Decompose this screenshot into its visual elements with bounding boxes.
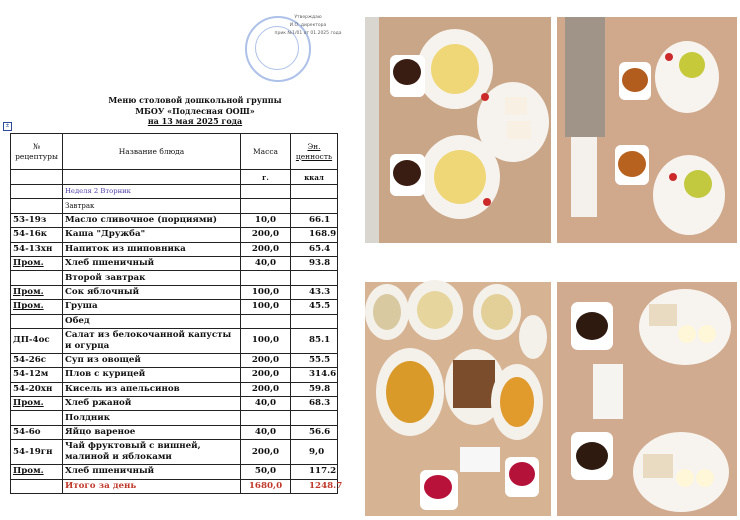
dish-mass	[241, 199, 291, 213]
dish-mass: 10,0	[241, 213, 291, 227]
dish-mass: 100,0	[241, 285, 291, 299]
heading-line-2: МБОУ «Подлесная ООШ»	[135, 105, 255, 116]
recipe-code: ДП-4ос	[11, 328, 63, 353]
dish-kcal: 68.3	[291, 397, 338, 411]
dish-name: Неделя 2 Вторник	[63, 185, 241, 199]
dish-mass: 200,0	[241, 382, 291, 396]
dish-name: Салат из белокочанной капусты и огурца	[63, 328, 241, 353]
recipe-code: Пром.	[11, 256, 63, 270]
dish-kcal: 117.2	[291, 465, 338, 479]
dish-mass: 100,0	[241, 328, 291, 353]
dish-kcal: 1248.7	[291, 479, 338, 493]
table-row	[11, 213, 338, 227]
recipe-code: 53-19з	[11, 213, 63, 227]
recipe-code: 54-20хн	[11, 382, 63, 396]
dish-name: Итого за день	[63, 479, 241, 493]
table-row	[11, 314, 338, 328]
table-row	[11, 328, 338, 353]
dish-name: Второй завтрак	[63, 271, 241, 285]
table-row	[11, 425, 338, 439]
recipe-code: 54-16к	[11, 228, 63, 242]
col-header-kcal: Эн. ценность	[291, 134, 338, 170]
table-row	[11, 228, 338, 242]
recipe-code	[11, 199, 63, 213]
units-row	[11, 170, 338, 185]
approval-line: И.О. директора	[289, 23, 327, 28]
dish-name: Масло сливочное (порциями)	[63, 213, 241, 227]
photo-afternoon-snack	[557, 282, 737, 516]
dish-kcal	[291, 185, 338, 199]
dish-mass: 200,0	[241, 440, 291, 465]
recipe-code: 54-19гн	[11, 440, 63, 465]
photo-juice-apples	[557, 17, 737, 243]
dish-name: Хлеб ржаной	[63, 397, 241, 411]
heading-line-1: Меню столовой дошкольной группы	[108, 95, 282, 105]
menu-table	[10, 133, 343, 494]
table-row	[11, 382, 338, 396]
col-header-code: № рецептуры	[11, 134, 63, 170]
approval-block	[268, 14, 348, 38]
dish-kcal: 56.6	[291, 425, 338, 439]
dish-mass	[241, 185, 291, 199]
dish-name: Хлеб пшеничный	[63, 465, 241, 479]
dish-kcal: 65.4	[291, 242, 338, 256]
approval-line: прик №1/01 от 01.2025 года	[274, 31, 342, 36]
dish-name: Напиток из шиповника	[63, 242, 241, 256]
dish-kcal: 66.1	[291, 213, 338, 227]
table-row	[11, 397, 338, 411]
dish-mass: 200,0	[241, 228, 291, 242]
unit-cell	[63, 170, 241, 185]
table-row	[11, 199, 338, 213]
dish-name: Груша	[63, 300, 241, 314]
table-row	[11, 465, 338, 479]
photo-breakfast-porridge	[365, 17, 551, 243]
col-header-name: Название блюда	[63, 134, 241, 170]
dish-mass: 200,0	[241, 368, 291, 382]
dish-mass: 40,0	[241, 425, 291, 439]
dish-name: Суп из овощей	[63, 353, 241, 367]
dish-mass: 40,0	[241, 256, 291, 270]
recipe-code	[11, 271, 63, 285]
dish-kcal: 43.3	[291, 285, 338, 299]
dish-kcal	[291, 411, 338, 425]
edit-marker-icon: ±	[3, 122, 12, 131]
dish-kcal: 85.1	[291, 328, 338, 353]
table-row	[11, 353, 338, 367]
table-row	[11, 185, 338, 199]
menu-date: на 13 мая 2025 года	[147, 116, 243, 126]
dish-mass	[241, 314, 291, 328]
dish-mass	[241, 411, 291, 425]
dish-kcal	[291, 199, 338, 213]
dish-mass	[241, 271, 291, 285]
recipe-code	[11, 411, 63, 425]
dish-mass: 1680,0	[241, 479, 291, 493]
recipe-code	[11, 185, 63, 199]
table-header-row	[11, 134, 338, 170]
menu-body	[11, 185, 343, 494]
approval-line: Утверждаю	[294, 15, 322, 20]
recipe-code: 54-12м	[11, 368, 63, 382]
unit-cell	[11, 170, 63, 185]
recipe-code: Пром.	[11, 397, 63, 411]
dish-mass: 200,0	[241, 353, 291, 367]
table-row	[11, 285, 338, 299]
recipe-code	[11, 479, 63, 493]
dish-name: Плов с курицей	[63, 368, 241, 382]
unit-mass: г.	[241, 170, 291, 185]
dish-name: Кисель из апельсинов	[63, 382, 241, 396]
recipe-code: 54-13хн	[11, 242, 63, 256]
dish-kcal: 93.8	[291, 256, 338, 270]
col-header-mass: Масса	[241, 134, 291, 170]
table-row	[11, 440, 338, 465]
dish-kcal: 168.9	[291, 228, 338, 242]
table-row	[11, 411, 338, 425]
dish-name: Чай фруктовый с вишней, малиной и яблоками	[63, 440, 241, 465]
dish-kcal	[291, 314, 338, 328]
dish-name: Полдник	[63, 411, 241, 425]
recipe-code: Пром.	[11, 300, 63, 314]
document-heading	[60, 95, 330, 127]
dish-name: Завтрак	[63, 199, 241, 213]
table-row	[11, 300, 338, 314]
recipe-code	[11, 314, 63, 328]
menu-document	[0, 0, 350, 520]
dish-name: Сок яблочный	[63, 285, 241, 299]
recipe-code: 54-6о	[11, 425, 63, 439]
recipe-code: Пром.	[11, 465, 63, 479]
dish-name: Обед	[63, 314, 241, 328]
unit-kcal: ккал	[291, 170, 338, 185]
dish-kcal: 9,0	[291, 440, 338, 465]
dish-kcal: 45.5	[291, 300, 338, 314]
dish-kcal	[291, 271, 338, 285]
dish-kcal: 59.8	[291, 382, 338, 396]
dish-kcal: 55.5	[291, 353, 338, 367]
table-row	[11, 242, 338, 256]
photo-lunch	[365, 282, 551, 516]
dish-mass: 100,0	[241, 300, 291, 314]
recipe-code: Пром.	[11, 285, 63, 299]
dish-mass: 40,0	[241, 397, 291, 411]
dish-name: Каша "Дружба"	[63, 228, 241, 242]
dish-mass: 50,0	[241, 465, 291, 479]
dish-kcal: 314.6	[291, 368, 338, 382]
table-row	[11, 368, 338, 382]
table-row	[11, 256, 338, 270]
dish-mass: 200,0	[241, 242, 291, 256]
dish-name: Яйцо вареное	[63, 425, 241, 439]
dish-name: Хлеб пшеничный	[63, 256, 241, 270]
table-row	[11, 271, 338, 285]
recipe-code: 54-26с	[11, 353, 63, 367]
table-row	[11, 479, 338, 493]
